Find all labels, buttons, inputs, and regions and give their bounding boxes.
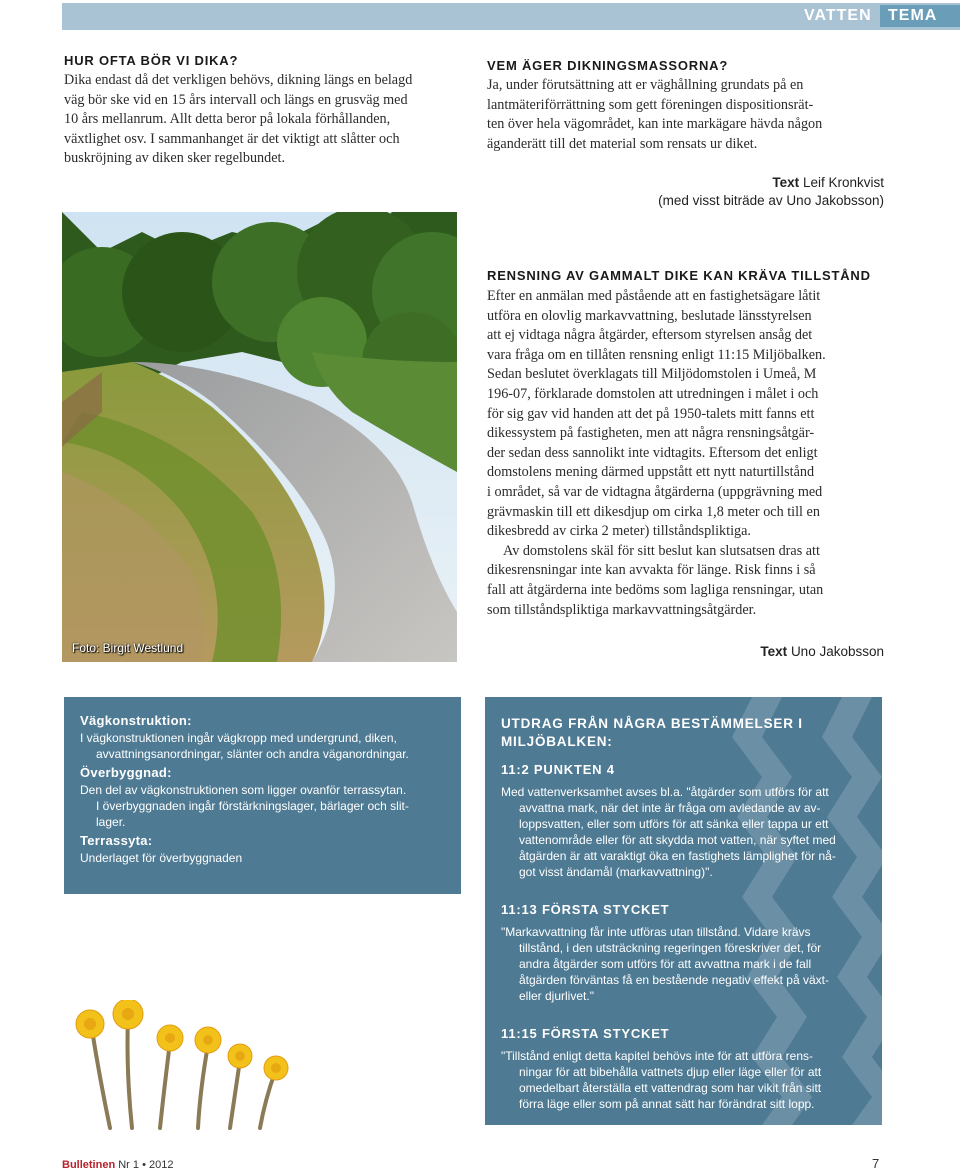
text-line: som tillståndspliktiga markavvattningsåtgärder. bbox=[487, 601, 757, 618]
text-line: äganderätt till det material som rensats ur diket. bbox=[487, 135, 758, 152]
article-heading: HUR OFTA BÖR VI DIKA? bbox=[64, 53, 239, 68]
text-line: domstolens mening därmed uppstått ett nytt naturtillstånd bbox=[487, 464, 815, 481]
credit-label: Text bbox=[772, 175, 800, 190]
text-line: tillstånd, i den utsträckning regeringen föreskriver det, för bbox=[519, 941, 822, 955]
road-ditch-photo bbox=[62, 212, 457, 662]
text-line: I vägkonstruktionen ingår vägkropp med undergrund, diken, bbox=[80, 731, 397, 745]
definition-term: Överbyggnad: bbox=[80, 765, 172, 780]
text-line: Den del av vägkonstruktionen som ligger ovanför terrassytan. bbox=[80, 783, 407, 797]
section-title: 11:15 FÖRSTA STYCKET bbox=[501, 1026, 670, 1041]
text-line: Underlaget för överbyggnaden bbox=[80, 851, 243, 865]
text-line: lager. bbox=[96, 815, 126, 829]
article-heading: RENSNING AV GAMMALT DIKE KAN KRÄVA TILLSTÅND bbox=[487, 268, 871, 283]
text-line: "Markavvattning får inte utföras utan tillstånd. Vidare krävs bbox=[501, 925, 811, 939]
publication-name: Bulletinen bbox=[62, 1159, 116, 1171]
coltsfoot-flowers-illustration bbox=[60, 1000, 300, 1130]
text-line: växtlighet osv. I sammanhanget är det viktigt att slåtter och bbox=[64, 130, 400, 147]
credit-name: Uno Jakobsson bbox=[790, 644, 884, 659]
text-line: UTDRAG FRÅN NÅGRA BESTÄMMELSER I bbox=[501, 716, 803, 731]
text-line: vara fråga om en tillåten rensning enligt 11:15 Miljöbalken. bbox=[487, 346, 826, 363]
footer-publication bbox=[62, 1159, 173, 1171]
credit-name: Leif Kronkvist bbox=[802, 175, 884, 190]
text-line: der sedan dess sannolikt inte vidtagits. Eftersom det enligt bbox=[487, 444, 818, 461]
text-line: 196-07, förklarade domstolen att utredningen i målet i och bbox=[487, 385, 819, 402]
section-text bbox=[501, 784, 866, 880]
text-line: fall att åtgärderna inte bedöms som lagliga rensningar, utan bbox=[487, 581, 824, 598]
section-text bbox=[501, 924, 866, 1004]
text-line: avvattna mark, när det inte är fråga om avledande av av- bbox=[519, 801, 821, 815]
photo-credit: Foto: Birgit Westlund bbox=[72, 641, 184, 655]
definition-text bbox=[80, 730, 445, 762]
law-section bbox=[501, 1026, 866, 1112]
theme-tag: TEMA bbox=[880, 5, 960, 27]
text-line: got visst ändamål (markavvattning)". bbox=[519, 865, 713, 879]
text-line: Med vattenverksamhet avses bl.a. "åtgärder som utförs för att bbox=[501, 785, 829, 799]
text-line: lantmäteriförrättning som gett föreningen dispositionsrät- bbox=[487, 96, 814, 113]
text-line: omedelbart återställa ett vattendrag som har vikit från sitt bbox=[519, 1081, 822, 1095]
text-line: åtgärden är att varaktigt öka en fastighets lämplighet för nå- bbox=[519, 849, 836, 863]
article-who-owns bbox=[487, 58, 885, 154]
author-credit bbox=[560, 174, 884, 210]
text-line: dikesbredd av cirka 2 meter) tillståndspliktiga. bbox=[487, 523, 751, 540]
text-line: utföra en olovlig markavvattning, beslutade länsstyrelsen bbox=[487, 307, 812, 324]
text-line: åtgärden förväntas få en bestående negativ effekt på växt- bbox=[519, 973, 829, 987]
box-title bbox=[501, 715, 866, 751]
text-line: Ja, under förutsättning att er väghållning grundats på en bbox=[487, 77, 804, 93]
article-body bbox=[487, 76, 885, 154]
text-line: avvattningsanordningar, slänter och andra väganordningar. bbox=[96, 747, 409, 761]
author-credit bbox=[600, 643, 884, 661]
law-excerpts-box bbox=[485, 697, 882, 1125]
issue-number: Nr 1 • 2012 bbox=[118, 1159, 174, 1171]
text-line: vattenområde eller för att skydda mot vatten, när syftet med bbox=[519, 833, 836, 847]
text-line: att ej vidtaga några åtgärder, eftersom styrelsen ansåg det bbox=[487, 327, 813, 344]
page-number: 7 bbox=[872, 1156, 880, 1171]
text-line: för sig gav vid handen att det på 1950-talets mitt fanns ett bbox=[487, 405, 815, 422]
section-title: 11:2 PUNKTEN 4 bbox=[501, 762, 615, 777]
text-line: Sedan beslutet överklagats till Miljödomstolen i Umeå, M bbox=[487, 366, 817, 383]
text-line: eller djurlivet." bbox=[519, 989, 594, 1003]
text-line: MILJÖBALKEN: bbox=[501, 734, 613, 749]
text-line: 10 års mellanrum. Allt detta beror på lokala förhållanden, bbox=[64, 111, 391, 128]
text-line: ten över hela vägområdet, kan inte markägare hävda någon bbox=[487, 116, 823, 133]
article-heading: VEM ÄGER DIKNINGSMASSORNA? bbox=[487, 58, 729, 73]
text-line: "Tillstånd enligt detta kapitel behövs inte för att utföra rens- bbox=[501, 1049, 813, 1063]
article-body bbox=[487, 287, 885, 620]
text-line: dikessystem på fastigheten, men att några rensningsåtgär- bbox=[487, 425, 815, 442]
text-line: Efter en anmälan med påstående att en fastighetsägare låtit bbox=[487, 288, 821, 304]
text-line: buskröjning av diken sker regelbundet. bbox=[64, 150, 286, 167]
definition-text bbox=[80, 782, 445, 830]
definitions-box bbox=[64, 697, 461, 894]
text-line: dikesrensningar inte kan avvakta för länge. Risk finns i så bbox=[487, 562, 816, 579]
text-line: i området, så var de vidtagna åtgärderna (uppgrävning med bbox=[487, 483, 823, 500]
article-body bbox=[64, 71, 464, 169]
text-line: förra läge eller som på annat sätt har förändrat sitt lopp. bbox=[519, 1097, 815, 1111]
text-line: Av domstolens skäl för sitt beslut kan slutsatsen dras att bbox=[503, 542, 820, 559]
article-how-often bbox=[64, 53, 464, 169]
text-line: Dika endast då det verkligen behövs, dikning längs en belagd bbox=[64, 72, 413, 88]
credit-note: (med visst biträde av Uno Jakobsson) bbox=[658, 193, 884, 208]
section-text bbox=[501, 1048, 866, 1112]
text-line: grävmaskin till ett dikesdjup om cirka 1,8 meter och till en bbox=[487, 503, 820, 520]
text-line: loppsvatten, eller som utförs för att sänka eller tappa ur ett bbox=[519, 817, 829, 831]
credit-label: Text bbox=[760, 644, 788, 659]
section-title: 11:13 FÖRSTA STYCKET bbox=[501, 902, 670, 917]
definition-text bbox=[80, 850, 445, 866]
text-line: väg bör ske vid en 15 års intervall och längs en grusväg med bbox=[64, 91, 408, 108]
definition-term: Vägkonstruktion: bbox=[80, 713, 192, 728]
definition-term: Terrassyta: bbox=[80, 833, 153, 848]
section-word: VATTEN bbox=[804, 7, 872, 24]
text-line: ningar för att bibehålla vattnets djup eller läge eller för att bbox=[519, 1065, 822, 1079]
article-permit bbox=[487, 268, 885, 620]
text-line: andra åtgärder som utförs för att avvattna mark i de fall bbox=[519, 957, 812, 971]
text-line: I överbyggnaden ingår förstärkningslager, bärlager och slit- bbox=[96, 799, 409, 813]
